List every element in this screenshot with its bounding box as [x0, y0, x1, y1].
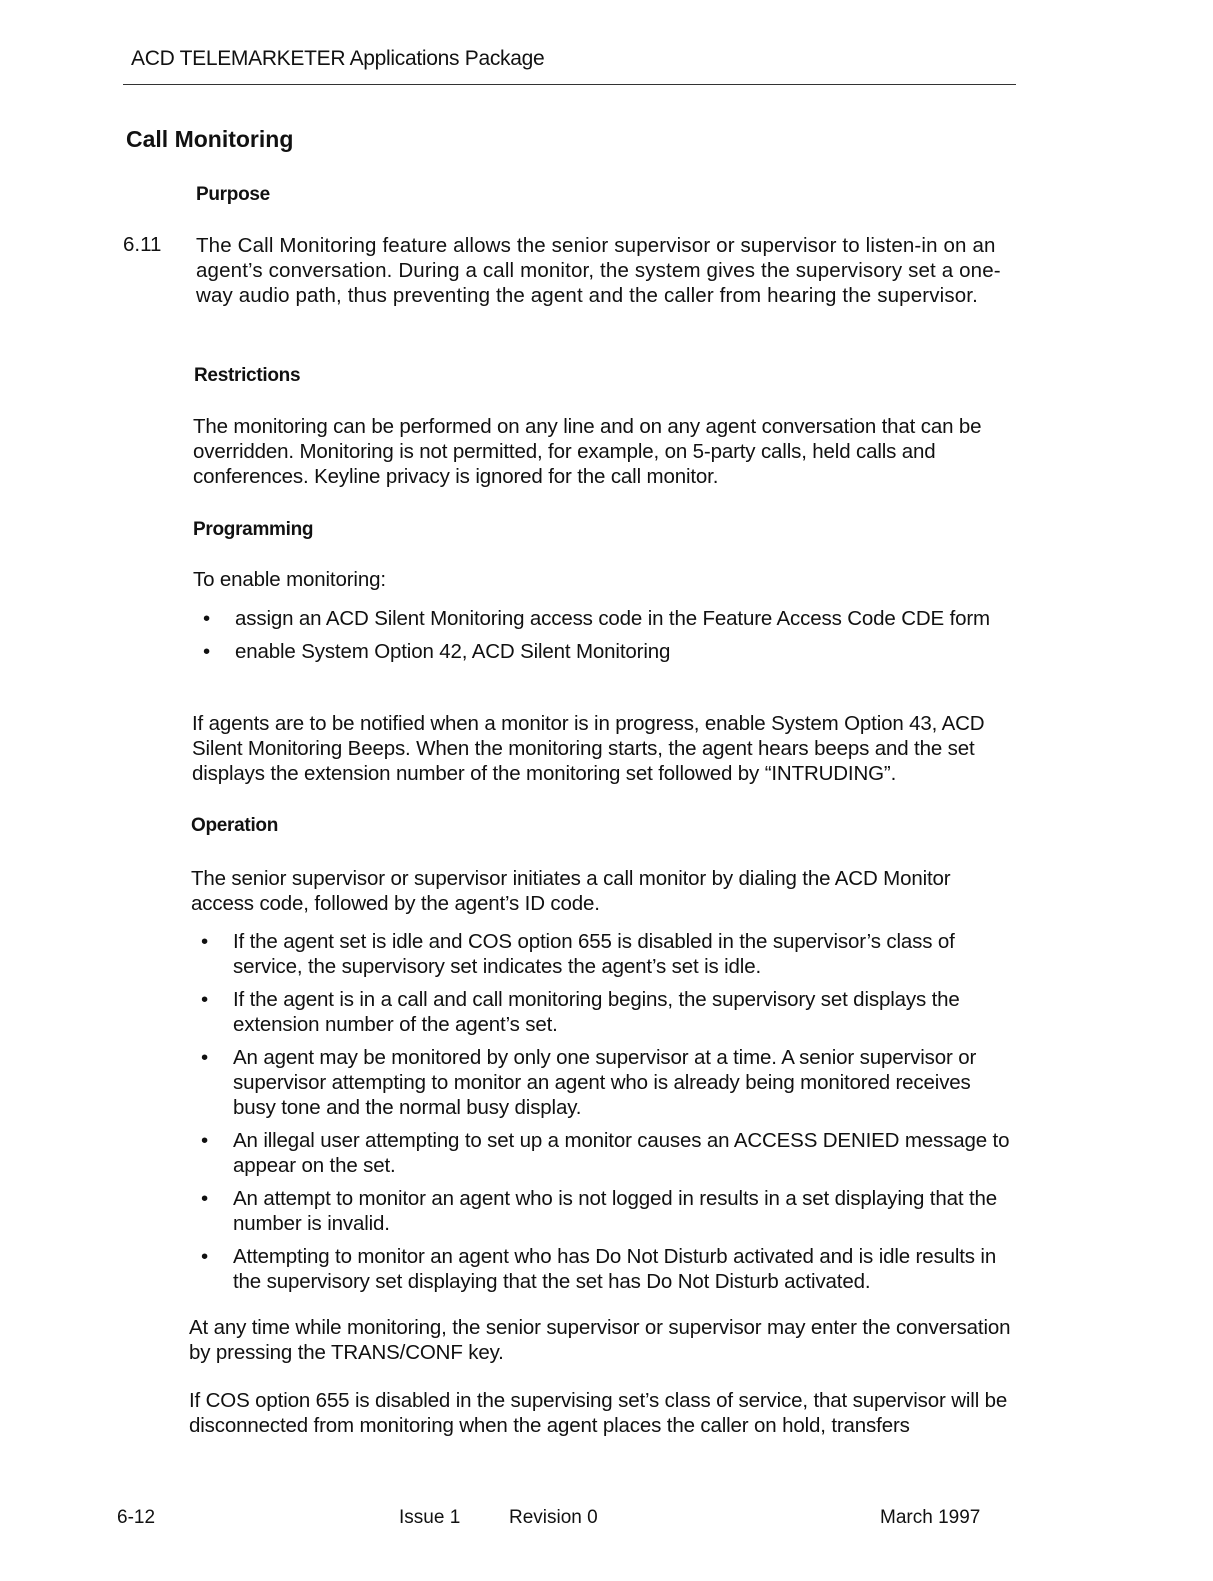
operation-paragraph-cos655: If COS option 655 is disabled in the supervising set’s class of service, that supervisor will be disconnected from monitoring when the agent places the caller on hold, transfers — [189, 1389, 1008, 1437]
list-item — [201, 1128, 1011, 1178]
bullet-icon: • — [201, 1245, 209, 1268]
restrictions-heading: Restrictions — [194, 365, 301, 386]
operation-paragraph-transconf: At any time while monitoring, the senior supervisor or supervisor may enter the conversation by pressing the TRANS/CONF key. — [189, 1316, 1011, 1364]
bullet-icon: • — [201, 1129, 209, 1152]
operation-heading: Operation — [191, 815, 279, 836]
list-item-text: Attempting to monitor an agent who has Do Not Disturb activated and is idle results in the supervisory set displaying that the set has Do Not Disturb activated. — [233, 1245, 997, 1293]
list-item — [201, 987, 1011, 1037]
footer-revision: Revision 0 — [509, 1507, 598, 1528]
operation-bullet-list — [201, 929, 1011, 1294]
list-item-text: An illegal user attempting to set up a monitor causes an ACCESS DENIED message to appear on the set. — [233, 1129, 1010, 1177]
bullet-icon: • — [203, 607, 211, 630]
footer-date: March 1997 — [880, 1507, 981, 1528]
list-item — [201, 1186, 1011, 1236]
footer-issue: Issue 1 — [399, 1507, 461, 1528]
paragraph-number: 6.11 — [123, 233, 162, 256]
bullet-icon: • — [201, 1046, 209, 1069]
section-title: Call Monitoring — [126, 126, 294, 152]
running-header: ACD TELEMARKETER Applications Package — [131, 47, 545, 70]
footer-page-number: 6-12 — [117, 1507, 156, 1528]
list-item-text: assign an ACD Silent Monitoring access code in the Feature Access Code CDE form — [235, 607, 990, 630]
purpose-heading: Purpose — [196, 184, 270, 205]
bullet-icon: • — [201, 930, 209, 953]
programming-note: If agents are to be notified when a monitor is in progress, enable System Option 43, ACD Silent Monitoring Beeps. When the monitoring starts, the agent hears beeps and the set displays the extension number of the monitoring set followed by “INTRUDING”. — [192, 712, 985, 785]
bullet-icon: • — [203, 640, 211, 663]
purpose-paragraph: The Call Monitoring feature allows the senior supervisor or supervisor to listen-in on an agent’s conversation. During a call monitor, the system gives the supervisory set a one-way audio path, thus preventing the agent and the caller from hearing the supervisor. — [196, 234, 1001, 307]
programming-heading: Programming — [193, 519, 314, 540]
bullet-icon: • — [201, 1187, 209, 1210]
restrictions-paragraph: The monitoring can be performed on any line and on any agent conversation that can be overridden. Monitoring is not permitted, for example, on 5-party calls, held calls and conferences. Keyline privacy is ignored for the call monitor. — [193, 415, 982, 488]
list-item-text: An attempt to monitor an agent who is not logged in results in a set displaying that the number is invalid. — [233, 1187, 997, 1235]
operation-intro: The senior supervisor or supervisor initiates a call monitor by dialing the ACD Monitor access code, followed by the agent’s ID code. — [191, 867, 951, 915]
list-item — [201, 1045, 1011, 1120]
list-item — [203, 639, 1015, 664]
list-item — [203, 606, 1015, 631]
list-item-text: enable System Option 42, ACD Silent Monitoring — [235, 640, 671, 663]
programming-intro: To enable monitoring: — [193, 568, 386, 591]
bullet-icon: • — [201, 988, 209, 1011]
programming-bullet-list — [203, 606, 1015, 664]
list-item — [201, 1244, 1011, 1294]
header-rule — [123, 84, 1016, 85]
list-item-text: An agent may be monitored by only one supervisor at a time. A senior supervisor or supervisor attempting to monitor an agent who is already being monitored receives busy tone and the normal busy display. — [233, 1046, 977, 1119]
list-item — [201, 929, 1011, 979]
list-item-text: If the agent is in a call and call monitoring begins, the supervisory set displays the extension number of the agent’s set. — [233, 988, 960, 1036]
list-item-text: If the agent set is idle and COS option 655 is disabled in the supervisor’s class of service, the supervisory set indicates the agent’s set is idle. — [233, 930, 955, 978]
